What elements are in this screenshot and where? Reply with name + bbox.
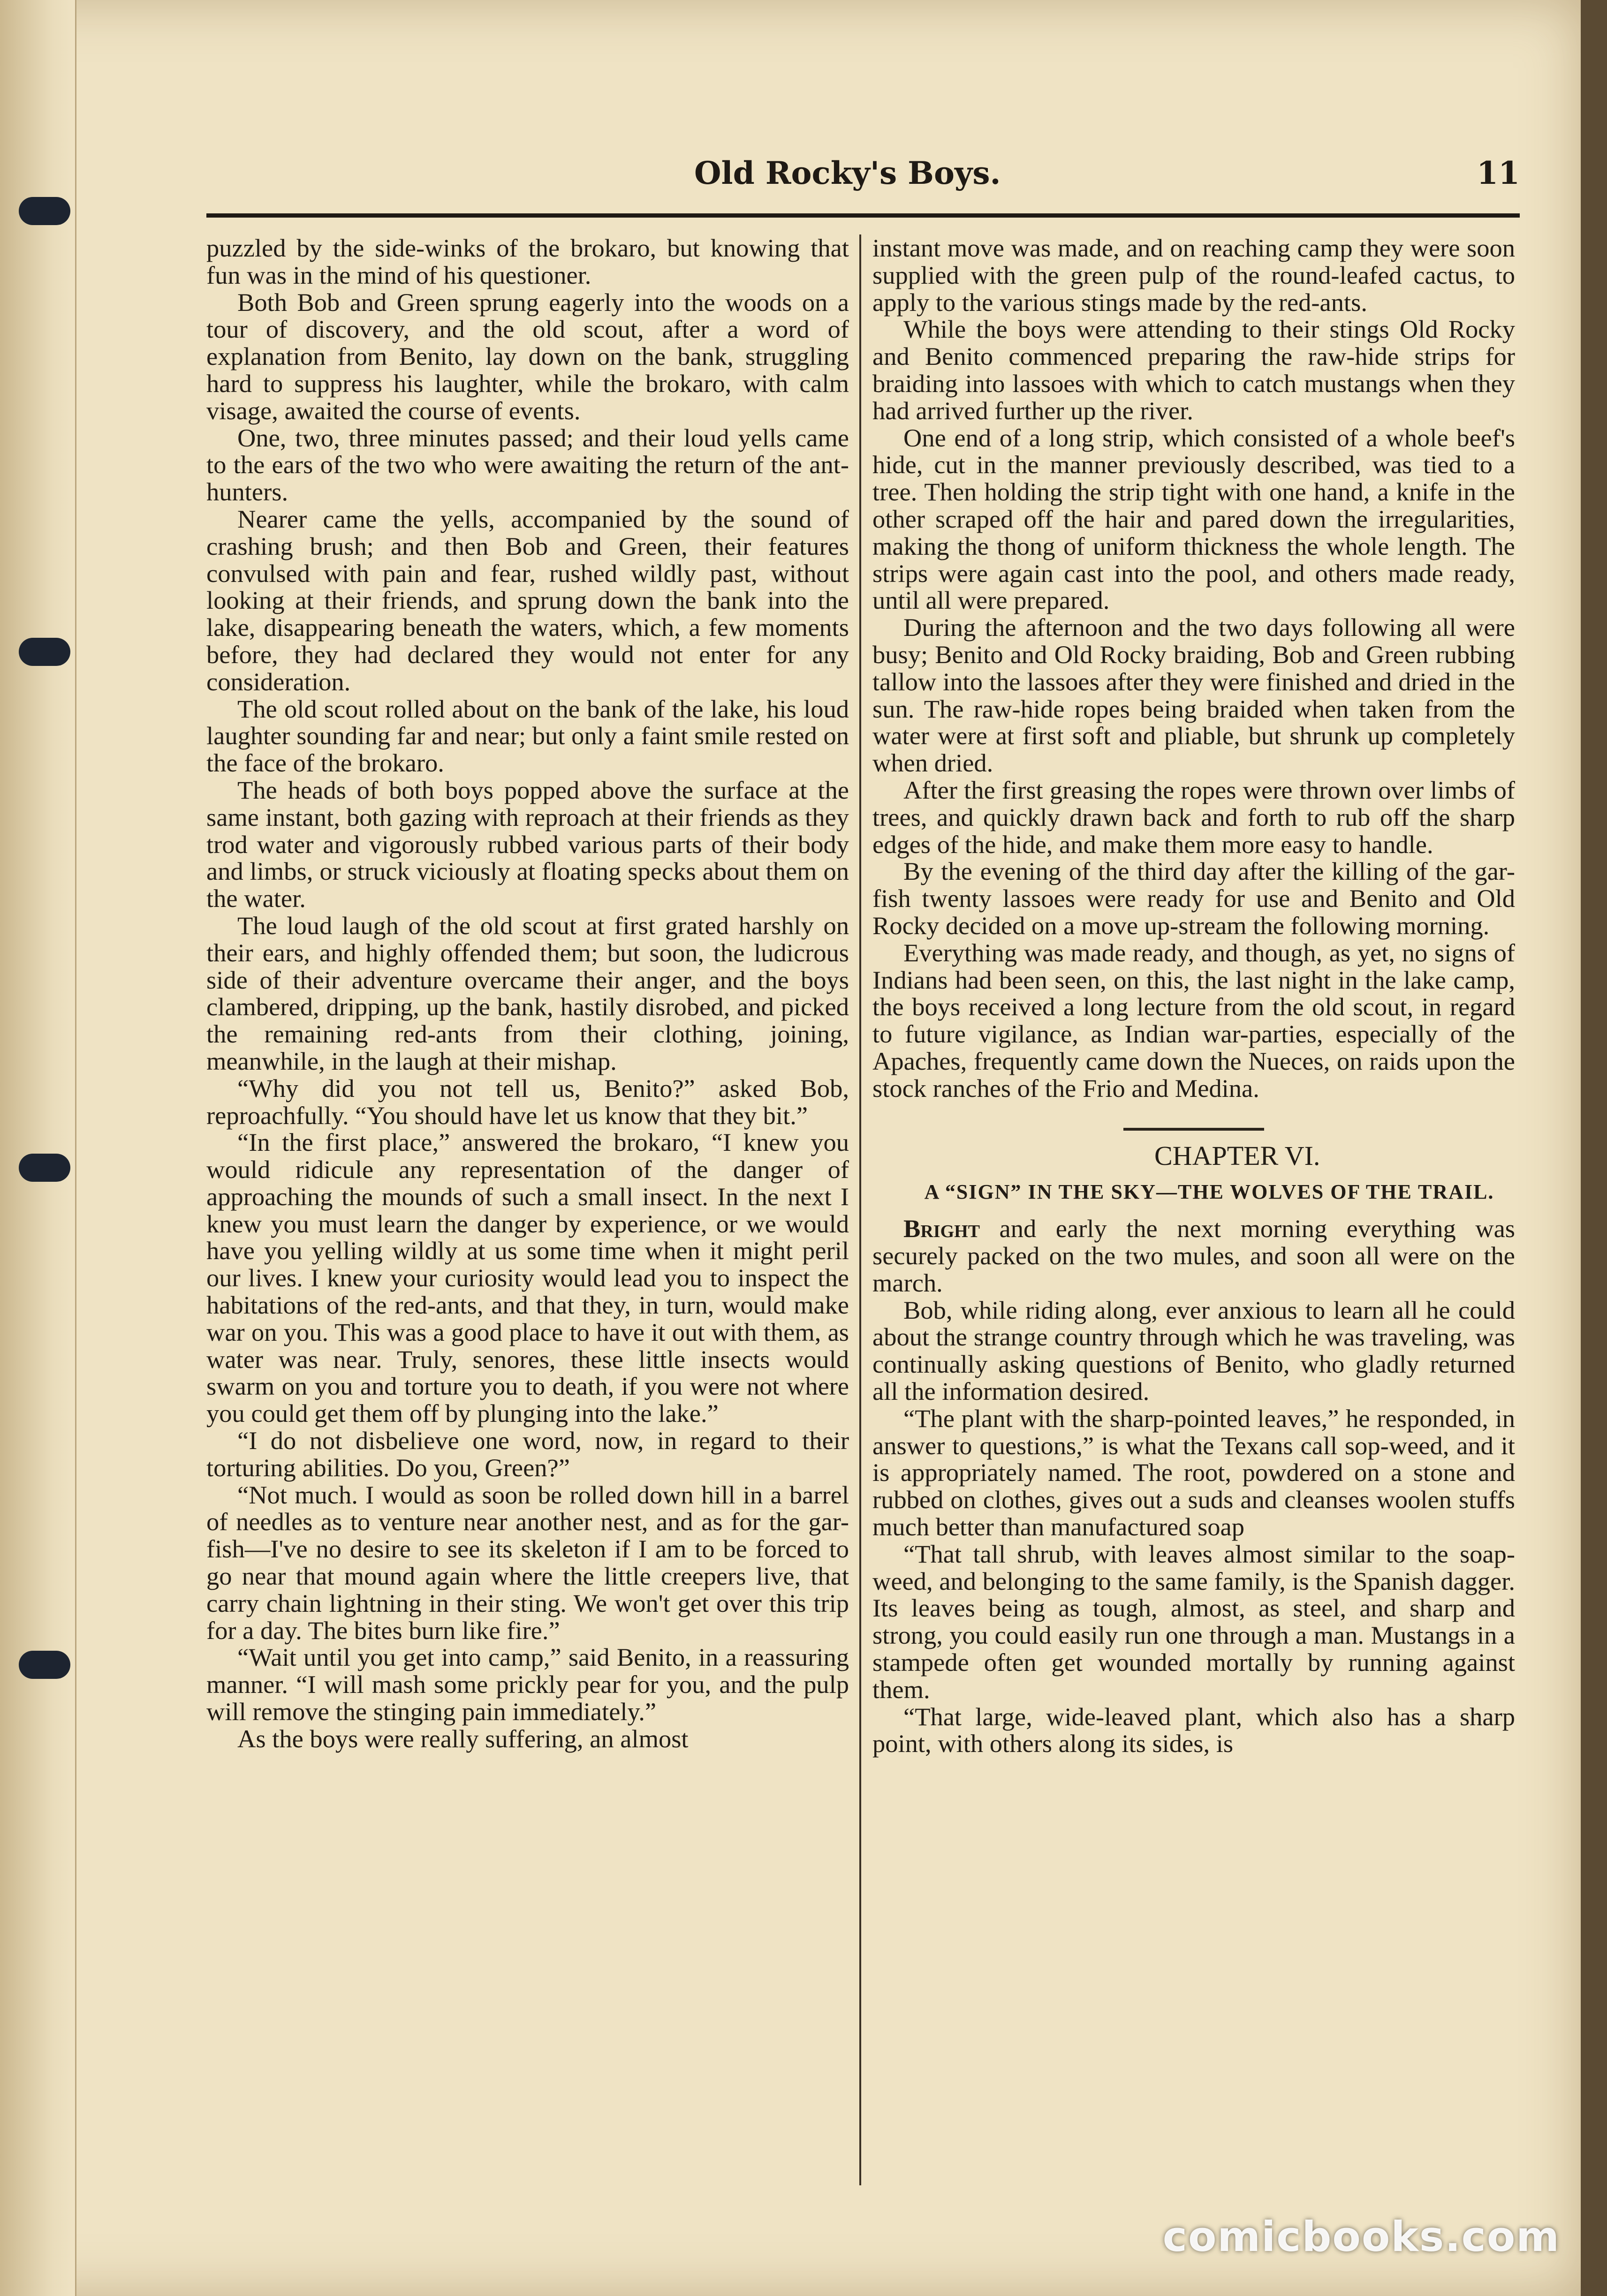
paragraph: “Not much. I would as soon be rolled down hill in a barrel of needles as to venture near another nest, and as for the gar-fish—I've no desire to see its skeleton if I am to be forced to go near that mound again where the little creepers live, that carry chain lightning in their sting. We won't get over this trip for a day. The bites burn like fire.” [206, 1480, 849, 1645]
paragraph: “The plant with the sharp-pointed leaves,” he responded, in answer to questions,” is what the Texans call sop-weed, and it is appropriately named. The root, powdered on a stone and rubbed on clothes, gives out a suds and cleanses woolen stuffs much better than manufactured soap [872, 1404, 1515, 1541]
running-head [206, 148, 1520, 218]
paragraph: While the boys were attending to their stings Old Rocky and Benito commenced preparing the raw-hide strips for braiding into lassoes with which to catch mustangs when they had arrived further up the river. [872, 315, 1515, 425]
paragraph: Both Bob and Green sprung eagerly into the woods on a tour of discovery, and the old scout, after a word of explanation from Benito, lay down on the bank, struggling hard to suppress his laughter, while the brokaro, with calm visage, awaited the course of events. [206, 287, 849, 425]
paragraph: The loud laugh of the old scout at first grated harshly on their ears, and highly offended them; but soon, the ludicrous side of their adventure overcame their anger, and the boys clambered, dripping, up the bank, hastily disrobed, and picked the remaining red-ants from their clothing, joining, meanwhile, in the laugh at their mishap. [206, 911, 849, 1075]
paragraph: After the first greasing the ropes were thrown over limbs of trees, and quickly drawn back and forth to rub off the sharp edges of the hide, and make them more easy to handle. [872, 775, 1515, 859]
binding-stitch [19, 197, 70, 225]
book-spine [0, 0, 76, 2296]
binding-stitch [19, 1154, 70, 1182]
column-divider [859, 234, 861, 2185]
paragraph: The heads of both boys popped above the surface at the same instant, both gazing with reproach at their friends as they trod water and vigorously rubbed various parts of their body and limbs, or struck viciously at floating specks about them on the water. [206, 775, 849, 913]
right-column [872, 234, 1515, 2171]
chapter-opening-paragraph [872, 1215, 1515, 1296]
running-head-title: Old Rocky's Boys. [694, 155, 1001, 191]
paragraph: Bob, while riding along, ever anxious to learn all he could about the strange country through which he was traveling, was continually asking questions of Benito, who gladly returned all the information desired. [872, 1295, 1515, 1406]
paragraph: By the evening of the third day after the killing of the gar-fish twenty lassoes were ready for use and Benito and Old Rocky decided on a move up-stream the following morning. [872, 857, 1515, 940]
watermark-text: comicbooks.com [1162, 2213, 1560, 2261]
paragraph: “That large, wide-leaved plant, which also has a sharp point, with others along its sides, is [872, 1702, 1515, 1758]
binding-stitch [19, 638, 70, 666]
paragraph: One end of a long strip, which consisted of a whole beef's hide, cut in the manner previously described, was tied to a tree. Then holding the strip tight with one hand, a knife in the other scraped off the hair and pared down the irregularities, making the thong of uniform thickness the whole length. The strips were again cast into the pool, and others made ready, until all were prepared. [872, 423, 1515, 615]
left-column [206, 234, 849, 2171]
paragraph: As the boys were really suffering, an almost [237, 1724, 689, 1753]
page-edge-shadow [1581, 0, 1607, 2296]
chapter-subtitle: A “SIGN” IN THE SKY—THE WOLVES OF THE TRAIL. [924, 1180, 1494, 1204]
paragraph: “That tall shrub, with leaves almost similar to the soap-weed, and belonging to the same family, is the Spanish dagger. Its leaves being as tough, almost, as steel, and sharp and strong, you could easily run one through a man. Mustangs in a stampede often get wounded mortally by running against them. [872, 1539, 1515, 1704]
paragraph: “I do not disbelieve one word, now, in regard to their torturing abilities. Do you, Green?” [206, 1426, 849, 1482]
paragraph: “Why did you not tell us, Benito?” asked Bob, reproachfully. “You should have let us know that they bit.” [206, 1073, 849, 1130]
paragraph: “Wait until you get into camp,” said Benito, in a reassuring manner. “I will mash some prickly pear for you, and the pulp will remove the stinging pain immediately.” [206, 1643, 849, 1726]
paragraph: During the afternoon and the two days following all were busy; Benito and Old Rocky braiding, Bob and Green rubbing tallow into the lassoes after they were finished and dried in the sun. The raw-hide ropes being braided when taken from the water were at first soft and pliable, but shrunk up completely when dried. [872, 613, 1515, 778]
chapter-first-word: Bright [903, 1214, 980, 1243]
page-number: 11 [1477, 155, 1520, 191]
chapter-opening-text: and early the next morning everything was securely packed on the two mules, and soon all were on the march. [872, 1214, 1515, 1297]
paragraph: The old scout rolled about on the bank of the lake, his loud laughter sounding far and near; but only a faint smile rested on the face of the brokaro. [206, 694, 849, 778]
paragraph: One, two, three minutes passed; and their loud yells came to the ears of the two who were awaiting the return of the ant-hunters. [206, 423, 849, 506]
paragraph: puzzled by the side-winks of the brokaro, but knowing that fun was in the mind of his questioner. [206, 234, 849, 289]
paragraph: instant move was made, and on reaching camp they were soon supplied with the green pulp of the round-leafed cactus, to apply to the various stings made by the red-ants. [872, 234, 1515, 317]
paragraph: Nearer came the yells, accompanied by the sound of crashing brush; and then Bob and Green, their features convulsed with pain and fear, rushed wildly past, without looking at their friends, and sprung down the bank into the lake, disappearing beneath the waters, which, a few moments before, they had declared they would not enter for any consideration. [206, 504, 849, 696]
chapter-title: CHAPTER VI. [1123, 1128, 1264, 1170]
paragraph: “In the first place,” answered the brokaro, “I knew you would ridicule any representation of the danger of approaching the mounds of such a small insect. In the next I knew you must learn the danger by experience, or we would have you yelling wildly at us some time when it might peril our lives. I knew your curiosity would lead you to inspect the habitations of the red-ants, and that they, in turn, would make war on you. This was a good place to have it out with them, as water was near. Truly, senores, these little insects would swarm on you and torture you to death, if you were not where you could get them off by plunging into the lake.” [206, 1128, 849, 1428]
binding-stitch [19, 1651, 70, 1679]
paragraph: Everything was made ready, and though, as yet, no signs of Indians had been seen, on this, the last night in the lake camp, the boys received a long lecture from the old scout, in regard to future vigilance, as Indian war-parties, especially of the Apaches, frequently came down the Nueces, on raids upon the stock ranches of the Frio and Medina. [872, 938, 1515, 1103]
